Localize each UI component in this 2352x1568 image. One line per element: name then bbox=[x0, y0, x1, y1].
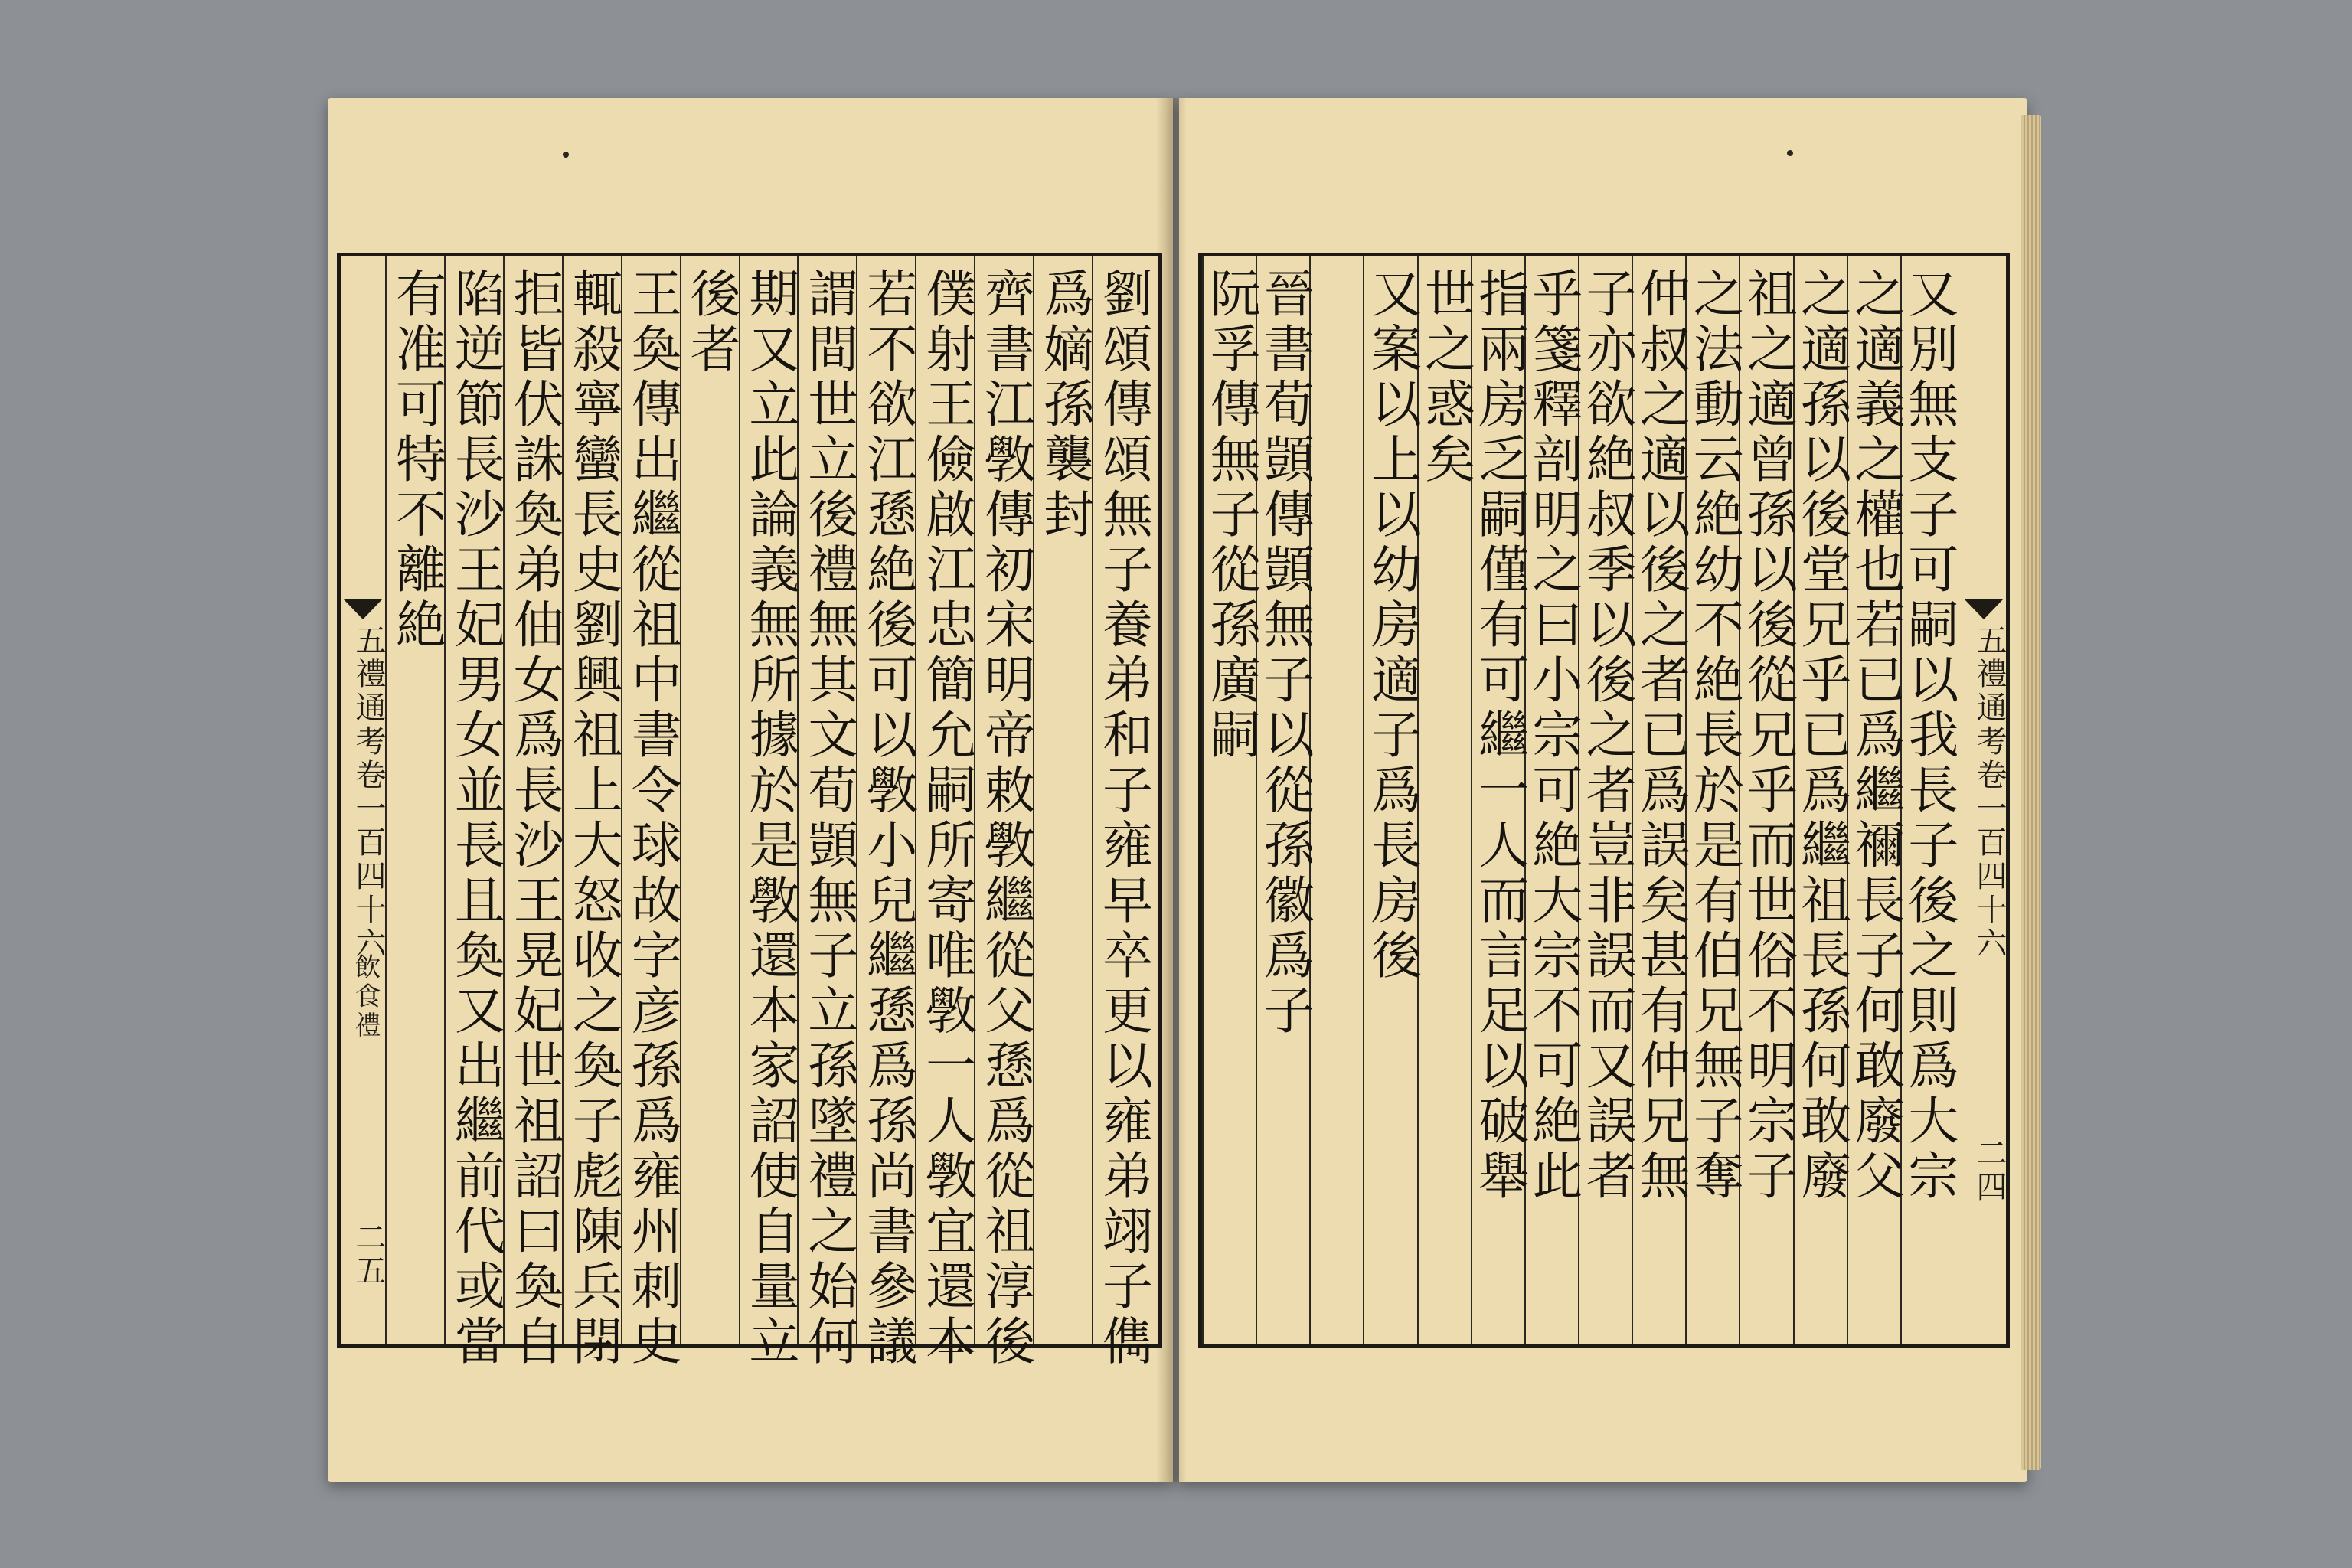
left-margin-title: 五禮通考卷一百四十六 bbox=[351, 624, 386, 961]
text-column bbox=[915, 256, 976, 1370]
column-text: 之法動云絶幼不絶長於是有伯兄無子奪 bbox=[1684, 267, 1744, 1204]
right-text-frame bbox=[1198, 253, 2010, 1348]
column-text: 陷逆節長沙王妃男女並長且奐又出繼前代或當 bbox=[446, 267, 505, 1370]
fold-mark bbox=[1965, 599, 2003, 619]
text-column bbox=[1631, 256, 1690, 1344]
column-text: 之適義之權也若已爲繼禰長子何敢廢父 bbox=[1845, 267, 1905, 1204]
text-column bbox=[444, 256, 505, 1370]
text-column bbox=[1899, 256, 1958, 1344]
column-text: 祖之適曾孫以後從兄乎而世俗不明宗子 bbox=[1738, 267, 1798, 1204]
text-column bbox=[1092, 256, 1153, 1370]
column-text: 爲嫡孫襲封 bbox=[1034, 267, 1094, 543]
text-column bbox=[974, 256, 1035, 1370]
column-text: 輒殺寧蠻長史劉興祖上大怒收之奐子彪陳兵閉 bbox=[564, 267, 623, 1370]
ink-dot bbox=[563, 152, 569, 158]
column-text: 拒皆伏誅奐弟伷女爲長沙王晃妃世祖詔曰奐自 bbox=[505, 267, 564, 1370]
right-margin-title: 五禮通考卷一百四十六 bbox=[1971, 624, 2007, 961]
text-column bbox=[1845, 256, 1905, 1344]
text-column bbox=[562, 256, 623, 1370]
column-text: 乎箋釋剖明之曰小宗可絶大宗不可絶此 bbox=[1523, 267, 1583, 1204]
column-text: 期又立此論義無所據於是斆還本家詔使自量立 bbox=[740, 267, 799, 1370]
column-text: 王奐傳出繼從祖中書令球故字彦孫爲雍州刺史 bbox=[622, 267, 682, 1370]
ink-dot bbox=[1787, 150, 1793, 156]
left-text-frame bbox=[337, 253, 1162, 1370]
left-page-number: 二五 bbox=[351, 1221, 386, 1289]
text-column bbox=[797, 256, 858, 1370]
text-column bbox=[1201, 256, 1261, 1344]
column-text: 晉書荀顗傳顗無子以從孫徽爲子 bbox=[1255, 267, 1315, 1039]
text-column bbox=[739, 256, 799, 1370]
column-text: 有准可特不離絶 bbox=[387, 267, 446, 653]
column-text: 指兩房乏嗣僅有可繼一人而言足以破舉 bbox=[1469, 267, 1529, 1204]
column-text: 後者 bbox=[681, 267, 741, 377]
left-margin-strip bbox=[341, 256, 385, 1344]
column-text: 劉頌傳頌無子養弟和子雍早卒更以雍弟翊子儁 bbox=[1093, 267, 1153, 1370]
text-column bbox=[1255, 256, 1315, 1344]
column-text: 世之惑矣 bbox=[1416, 267, 1475, 488]
text-column bbox=[1792, 256, 1851, 1344]
text-column bbox=[1684, 256, 1744, 1344]
right-page-number: 二四 bbox=[1971, 1137, 2007, 1204]
text-column bbox=[1577, 256, 1637, 1344]
column-text: 若不欲江愻絶後可以斆小兒繼愻爲孫尚書參議 bbox=[858, 267, 917, 1370]
column-text: 又別無支子可嗣以我長子後之則爲大宗 bbox=[1899, 267, 1958, 1204]
text-column bbox=[1469, 256, 1529, 1344]
column-text: 僕射王儉啟江忠簡允嗣所寄唯斆一人斆宜還本 bbox=[916, 267, 976, 1370]
column-text: 齊書江斆傳初宋明帝敕斆繼從父愻爲從祖淳後 bbox=[975, 267, 1035, 1370]
page-edge bbox=[2021, 115, 2041, 1470]
column-text: 之適孫以後堂兄乎已爲繼祖長孫何敢廢 bbox=[1792, 267, 1851, 1204]
text-column bbox=[680, 256, 740, 1344]
text-column bbox=[503, 256, 564, 1370]
column-text: 子亦欲絶叔季以後之者豈非誤而又誤者 bbox=[1577, 267, 1637, 1204]
right-margin-strip bbox=[1962, 256, 2006, 1344]
text-column bbox=[1738, 256, 1798, 1344]
column-text: 謂間世立後禮無其文荀顗無子立孫墜禮之始何 bbox=[799, 267, 858, 1370]
text-column bbox=[1523, 256, 1583, 1344]
column-text: 又案以上以幼房適子爲長房後 bbox=[1362, 267, 1422, 984]
column-text: 仲叔之適以後之者已爲誤矣甚有仲兄無 bbox=[1631, 267, 1690, 1204]
text-column bbox=[1416, 256, 1475, 1344]
fold-mark bbox=[344, 599, 382, 619]
text-column bbox=[1033, 256, 1093, 1344]
text-column bbox=[385, 256, 446, 1344]
left-margin-section: 飲食禮 bbox=[350, 953, 381, 1040]
text-column bbox=[621, 256, 682, 1370]
text-column bbox=[856, 256, 917, 1370]
text-column bbox=[1309, 256, 1364, 1344]
column-text: 阮孚傳無子從孫廣嗣 bbox=[1201, 267, 1261, 763]
text-column bbox=[1362, 256, 1422, 1344]
